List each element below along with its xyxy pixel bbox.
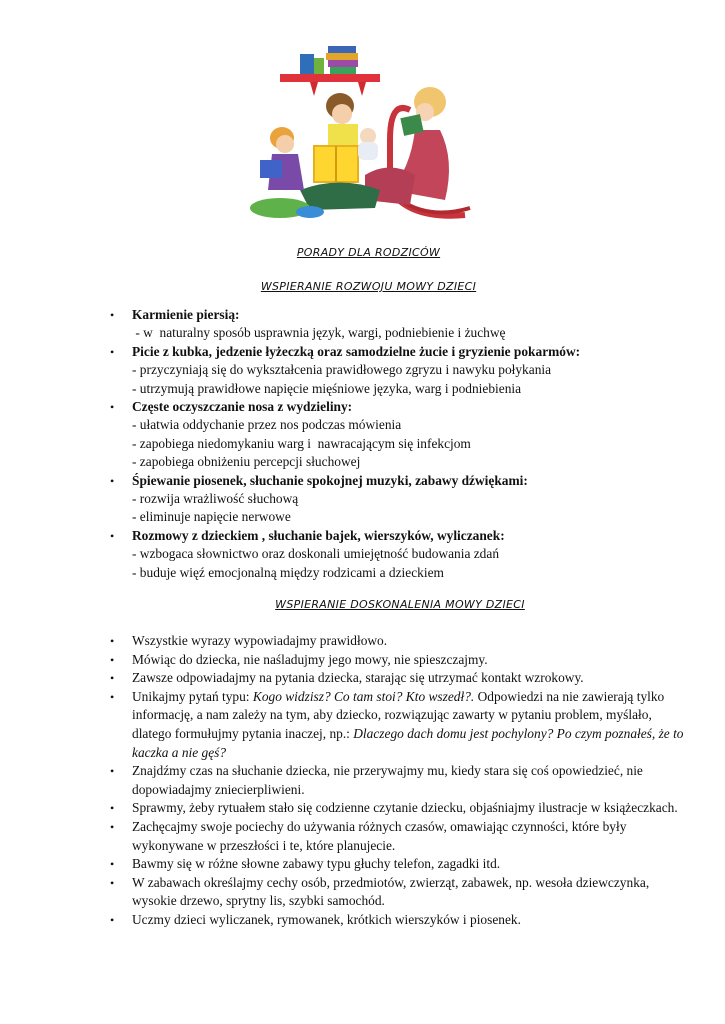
document-title: PORADY DLA RODZICÓW: [296, 246, 441, 259]
list-item: [108, 527, 688, 582]
section-heading-development: WSPIERANIE ROZWOJU MOWY DZIECI: [260, 280, 477, 293]
bullet: •: [110, 764, 115, 779]
bullet: •: [110, 912, 115, 927]
bullet: •: [110, 652, 115, 667]
item-detail: - rozwija wrażliwość słuchową: [132, 491, 299, 507]
section-heading-improvement: WSPIERANIE DOSKONALENIA MOWY DZIECI: [275, 598, 525, 611]
item-text: dopowiadajmy zniecierpliwieni.: [132, 781, 305, 797]
item-text: Zawsze odpowiadajmy na pytania dziecka, starając się utrzymać kontakt wzrokowy.: [132, 670, 584, 686]
item-text: Znajdźmy czas na słuchanie dziecka, nie przerywajmy mu, kiedy stara się coś opowiedzieć, nie: [132, 763, 643, 779]
item-title: Rozmowy z dzieckiem , słuchanie bajek, wierszyków, wyliczanek:: [132, 527, 505, 543]
item-text-plain: Odpowiedzi na nie zawierają tylko informację, a nam zależy na tym, aby dziecko, rozwiązując zawarty w pytaniu problem, myślało, dlatego formułujmy pytania inaczej, np.:: [132, 688, 665, 741]
bullet: •: [110, 819, 115, 834]
list-item: [108, 855, 688, 874]
bullet: •: [110, 344, 115, 359]
list-item: [108, 762, 688, 799]
example-questions: Dlaczego dach domu jest pochylony? Po czym poznałeś, że to kaczka a nie gęś?: [132, 725, 684, 760]
list-item: [108, 799, 688, 818]
bullet: •: [110, 671, 115, 686]
item-detail: - eliminuje napięcie nerwowe: [132, 509, 291, 525]
list-item: [108, 472, 688, 527]
item-detail: - utrzymują prawidłowe napięcie mięśniowe języka, warg i podniebienia: [132, 380, 522, 396]
bullet: •: [110, 875, 115, 890]
item-detail: - zapobiega obniżeniu percepcji słuchowej: [132, 454, 361, 470]
item-text: wykonywane w przeszłości i te, które planujecie.: [132, 837, 396, 853]
item-title: Częste oczyszczanie nosa z wydzieliny:: [132, 399, 353, 415]
item-detail: - wzbogaca słownictwo oraz doskonali umiejętność budowania zdań: [132, 546, 500, 562]
list-item: [108, 911, 688, 930]
item-detail: - ułatwia oddychanie przez nos podczas mówienia: [132, 417, 402, 433]
item-title: Śpiewanie piosenek, słuchanie spokojnej muzyki, zabawy dźwiękami:: [132, 472, 528, 488]
item-text: W zabawach określajmy cechy osób, przedmiotów, zwierząt, zabawek, np. wesoła dziewczynka,: [132, 874, 650, 890]
example-questions: Kogo widzisz? Co tam stoi? Kto wszedł?.: [252, 688, 475, 704]
development-list: [108, 306, 688, 582]
family-reading-illustration: [240, 40, 480, 225]
item-text: Sprawmy, żeby rytuałem stało się codzienne czytanie dziecku, objaśniajmy ilustracje w książeczkach.: [132, 800, 678, 816]
list-item: [108, 874, 688, 911]
list-item: [108, 632, 688, 651]
item-detail: - w naturalny sposób usprawnia język, wargi, podniebienie i żuchwę: [132, 325, 506, 341]
item-text: Uczmy dzieci wyliczanek, rymowanek, krótkich wierszyków i piosenek.: [132, 911, 521, 927]
bullet: •: [110, 528, 115, 543]
list-item: [108, 651, 688, 670]
item-text: Wszystkie wyrazy wypowiadajmy prawidłowo.: [132, 633, 388, 648]
list-item: [108, 306, 688, 343]
bullet: •: [110, 801, 115, 816]
list-item: [108, 818, 688, 855]
item-text: Zachęcajmy swoje pociechy do używania różnych czasów, omawiając czynności, które były: [132, 818, 627, 834]
family-reading-image: [240, 40, 480, 225]
list-item: [108, 398, 688, 472]
bullet: •: [110, 857, 115, 872]
bullet: •: [110, 473, 115, 488]
item-text: Mówiąc do dziecka, nie naśladujmy jego mowy, nie spieszczajmy.: [132, 651, 488, 667]
bullet: •: [110, 689, 115, 704]
improvement-list: [108, 632, 688, 930]
item-text: Bawmy się w różne słowne zabawy typu głuchy telefon, zagadki itd.: [132, 856, 501, 872]
item-title: Karmienie piersią:: [132, 307, 240, 322]
item-detail: - zapobiega niedomykaniu warg i nawracającym się infekcjom: [132, 435, 471, 451]
item-title: Picie z kubka, jedzenie łyżeczką oraz samodzielne żucie i gryzienie pokarmów:: [132, 343, 581, 359]
item-text: [132, 688, 688, 762]
item-text: wysokie drzewo, sprytny lis, szybki samochód.: [132, 893, 385, 909]
item-text-plain: Unikajmy pytań typu:: [132, 688, 253, 704]
list-item: [108, 343, 688, 398]
bullet: •: [110, 308, 115, 322]
bullet: •: [110, 634, 115, 648]
bullet: •: [110, 400, 115, 415]
list-item: [108, 669, 688, 688]
item-detail: - buduje więź emocjonalną między rodzicami a dzieckiem: [132, 564, 444, 580]
item-detail: - przyczyniają się do wykształcenia prawidłowego zgryzu i nawyku połykania: [132, 362, 552, 378]
list-item: [108, 688, 688, 762]
